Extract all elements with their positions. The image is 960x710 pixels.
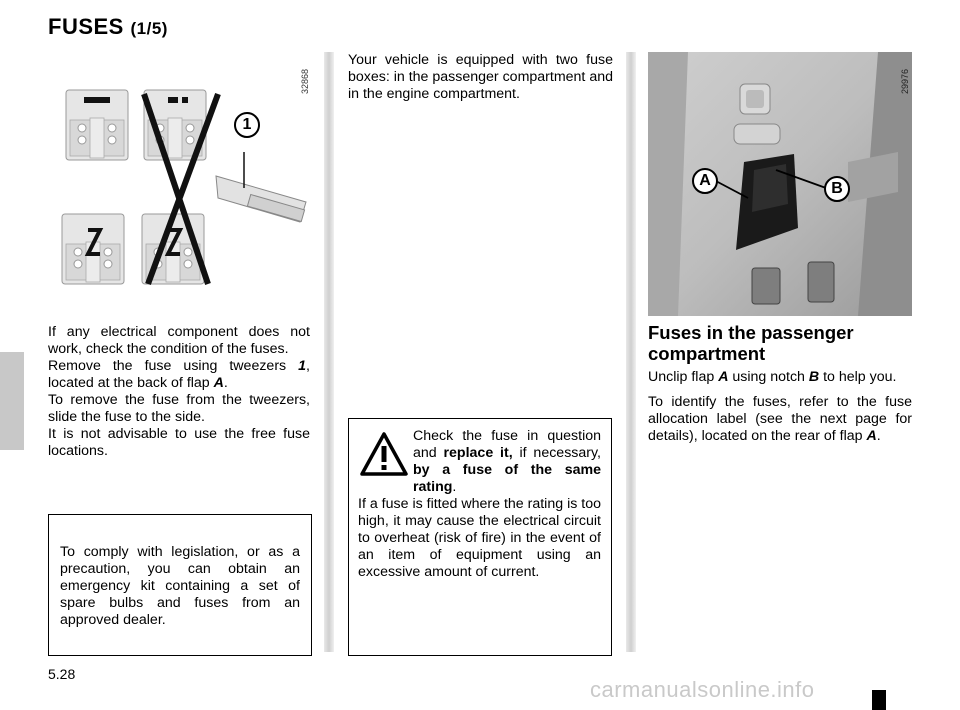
figure-ref-right: 29976 <box>900 68 910 94</box>
fuse-illustration-svg <box>48 52 314 302</box>
warning-text-c: . <box>452 479 457 495</box>
corner-marker <box>872 690 886 710</box>
left-paragraph-2 <box>48 358 310 392</box>
pass-p2-text-c: . <box>876 428 881 444</box>
passenger-paragraph-2 <box>648 394 912 445</box>
column-divider-left <box>324 52 334 652</box>
callout-1-badge: 1 <box>234 112 260 138</box>
warning-triangle-icon <box>359 431 409 477</box>
left-p2-text-b: , located at the back of flap <box>48 358 310 391</box>
warning-box <box>348 418 612 656</box>
left-p2-text-c: . <box>223 375 228 391</box>
warning-bold-a: replace it, <box>443 445 513 461</box>
tweezers-ref: 1 <box>298 358 307 374</box>
pass-p1-text-b: using notch <box>728 369 809 385</box>
passenger-fuse-photo-svg <box>648 52 912 316</box>
watermark: carmanualsonline.info <box>590 677 815 702</box>
left-p2-text-a: Remove the fuse using tweezers <box>48 358 299 374</box>
warning-bold-b: by a fuse of the same rating <box>413 462 601 495</box>
left-body-text <box>48 324 310 460</box>
intro-text: Your vehicle is equipped with two fuse boxes: in the passenger compartment and in the engine compartment. <box>348 52 613 102</box>
pass-flap-ref: A <box>718 369 729 385</box>
passenger-fuse-photo <box>648 52 912 316</box>
flap-ref: A <box>213 375 224 391</box>
legal-notice-box <box>48 514 312 656</box>
left-paragraph-3: To remove the fuse from the tweezers, slide the fuse to the side. <box>48 392 310 425</box>
warning-text-body: If a fuse is fitted where the rating is too high, it may cause the electrical circuit to overheat (risk of fire) in the event of an item of equipment using an excessive amount of current. <box>358 496 601 580</box>
pass-p2-text-a: To identify the fuses, refer to the fuse allocation label (see the next page for details), located on the rear of flap <box>648 394 912 444</box>
column-divider-right <box>626 52 636 652</box>
label-b-badge: B <box>824 176 850 202</box>
pass-notch-ref: B <box>808 369 820 385</box>
warning-text-a: Check the fuse in question and <box>413 428 601 461</box>
page-number: 5.28 <box>48 666 76 682</box>
page-title-suffix: (1/5) <box>130 19 168 38</box>
left-paragraph-1: If any electrical component does not work, check the condition of the fuses. <box>48 324 310 357</box>
warning-text-b: if necessary, <box>512 445 601 461</box>
page-title <box>48 14 168 40</box>
page-title-main: FUSES <box>48 14 124 39</box>
left-paragraph-4: It is not advisable to use the free fuse locations. <box>48 426 310 459</box>
chapter-tab <box>0 352 24 450</box>
warning-text-head <box>413 428 601 496</box>
fuse-illustration <box>48 52 314 302</box>
pass-p2-flap-ref: A <box>866 428 877 444</box>
legal-notice-text: To comply with legislation, or as a precaution, you can obtain an emergency kit containing a set of spare bulbs and fuses from an approved dealer. <box>60 544 300 628</box>
section-heading: Fuses in the passenger compartment <box>648 322 854 364</box>
label-a-badge: A <box>692 168 718 194</box>
pass-p1-text-c: to help you. <box>819 369 897 385</box>
pass-p1-text-a: Unclip flap <box>648 369 719 385</box>
passenger-paragraph-1 <box>648 369 912 386</box>
figure-ref-left: 32868 <box>300 68 310 94</box>
